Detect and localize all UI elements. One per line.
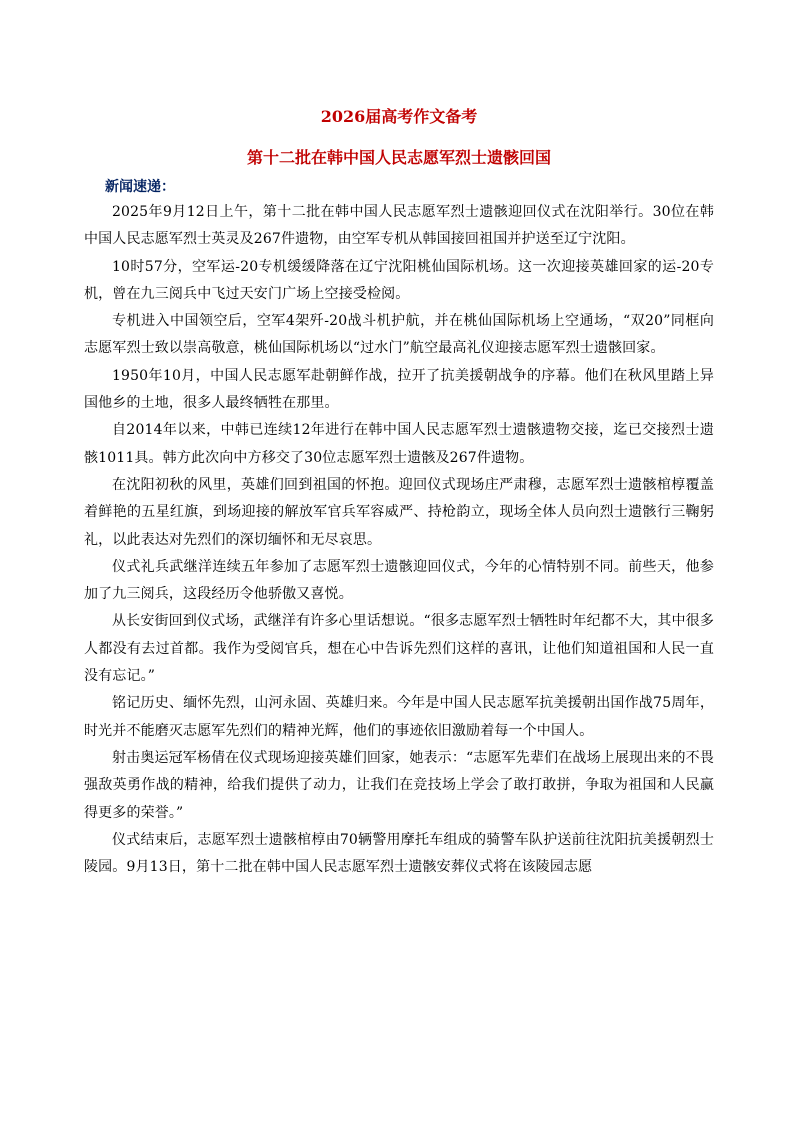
section-label-news: 新闻速递： [105,179,175,195]
paragraph: 自2014年以来，中韩已连续12年进行在韩中国人民志愿军烈士遗骸遗物交接，迄已交接烈士遗骸1011具。韩方此次向中方移交了30位志愿军烈士遗骸及267件遗物。 [84,422,714,466]
paragraph: 在沈阳初秋的风里，英雄们回到祖国的怀抱。迎回仪式现场庄严肃穆，志愿军烈士遗骸棺椁覆盖着鲜艳的五星红旗，到场迎接的解放军官兵军容威严、持枪韵立，现场全体人员向烈士遗骸行三鞠躬礼，以此表达对先烈们的深切缅怀和无尽哀思。 [84,476,714,548]
paragraph: 1950年10月，中国人民志愿军赴朝鲜作战，拉开了抗美援朝战争的序幕。他们在秋风里踏上异国他乡的土地，很多人最终牺牲在那里。 [84,367,714,412]
paragraph: 仪式结束后，志愿军烈士遗骸棺椁由70辆警用摩托车组成的骑警车队护送前往沈阳抗美援朝烈士陵园。9月13日，第十二批在韩中国人民志愿军烈士遗骸安葬仪式将在该陵园志愿 [84,831,714,876]
paragraph: 铭记历史、缅怀先烈，山河永固、英雄归来。今年是中国人民志愿军抗美援朝出国作战75周年，时光并不能磨灭志愿军先烈们的精神光辉，他们的事迹依旧激励着每一个中国人。 [84,695,714,739]
paragraph: 从长安街回到仪式场，武继洋有许多心里话想说。“很多志愿军烈士牺牲时年纪都不大，其中很多人都没有去过首都。我作为受阅官兵，想在心中告诉先烈们这样的喜讯，让他们知道祖国和人民一直没有忘记。” [84,613,714,685]
document-title: 2026届高考作文备考 [320,107,478,126]
paragraph: 专机进入中国领空后，空军4架歼-20战斗机护航，并在桃仙国际机场上空通场，“双20”同框向志愿军烈士致以崇高敬意，桃仙国际机场以“过水门”航空最高礼仪迎接志愿军烈士遗骸回家。 [84,313,714,357]
paragraph: 射击奥运冠军杨倩在仪式现场迎接英雄们回家，她表示：“志愿军先辈们在战场上展现出来的不畏强敌英勇作战的精神，给我们提供了动力，让我们在竞技场上学会了敢打敢拼，争取为祖国和人民赢得更多的荣誉。” [84,749,714,821]
paragraph: 2025年9月12日上午，第十二批在韩中国人民志愿军烈士遗骸迎回仪式在沈阳举行。30位在韩中国人民志愿军烈士英灵及267件遗物，由空军专机从韩国接回祖国并护送至辽宁沈阳。 [84,204,714,248]
article-text [84,199,714,881]
paragraph: 10时57分，空军运-20专机缓缓降落在辽宁沈阳桃仙国际机场。这一次迎接英雄回家的运-20专机，曾在九三阅兵中飞过天安门广场上空接受检阅。 [84,258,714,302]
document-body [84,102,714,881]
document-subtitle: 第十二批在韩中国人民志愿军烈士遗骸回国 [246,148,551,167]
paragraph: 仪式礼兵武继洋连续五年参加了志愿军烈士遗骸迎回仪式，今年的心情特别不同。前些天，他参加了九三阅兵，这段经历令他骄傲又喜悦。 [84,558,714,603]
